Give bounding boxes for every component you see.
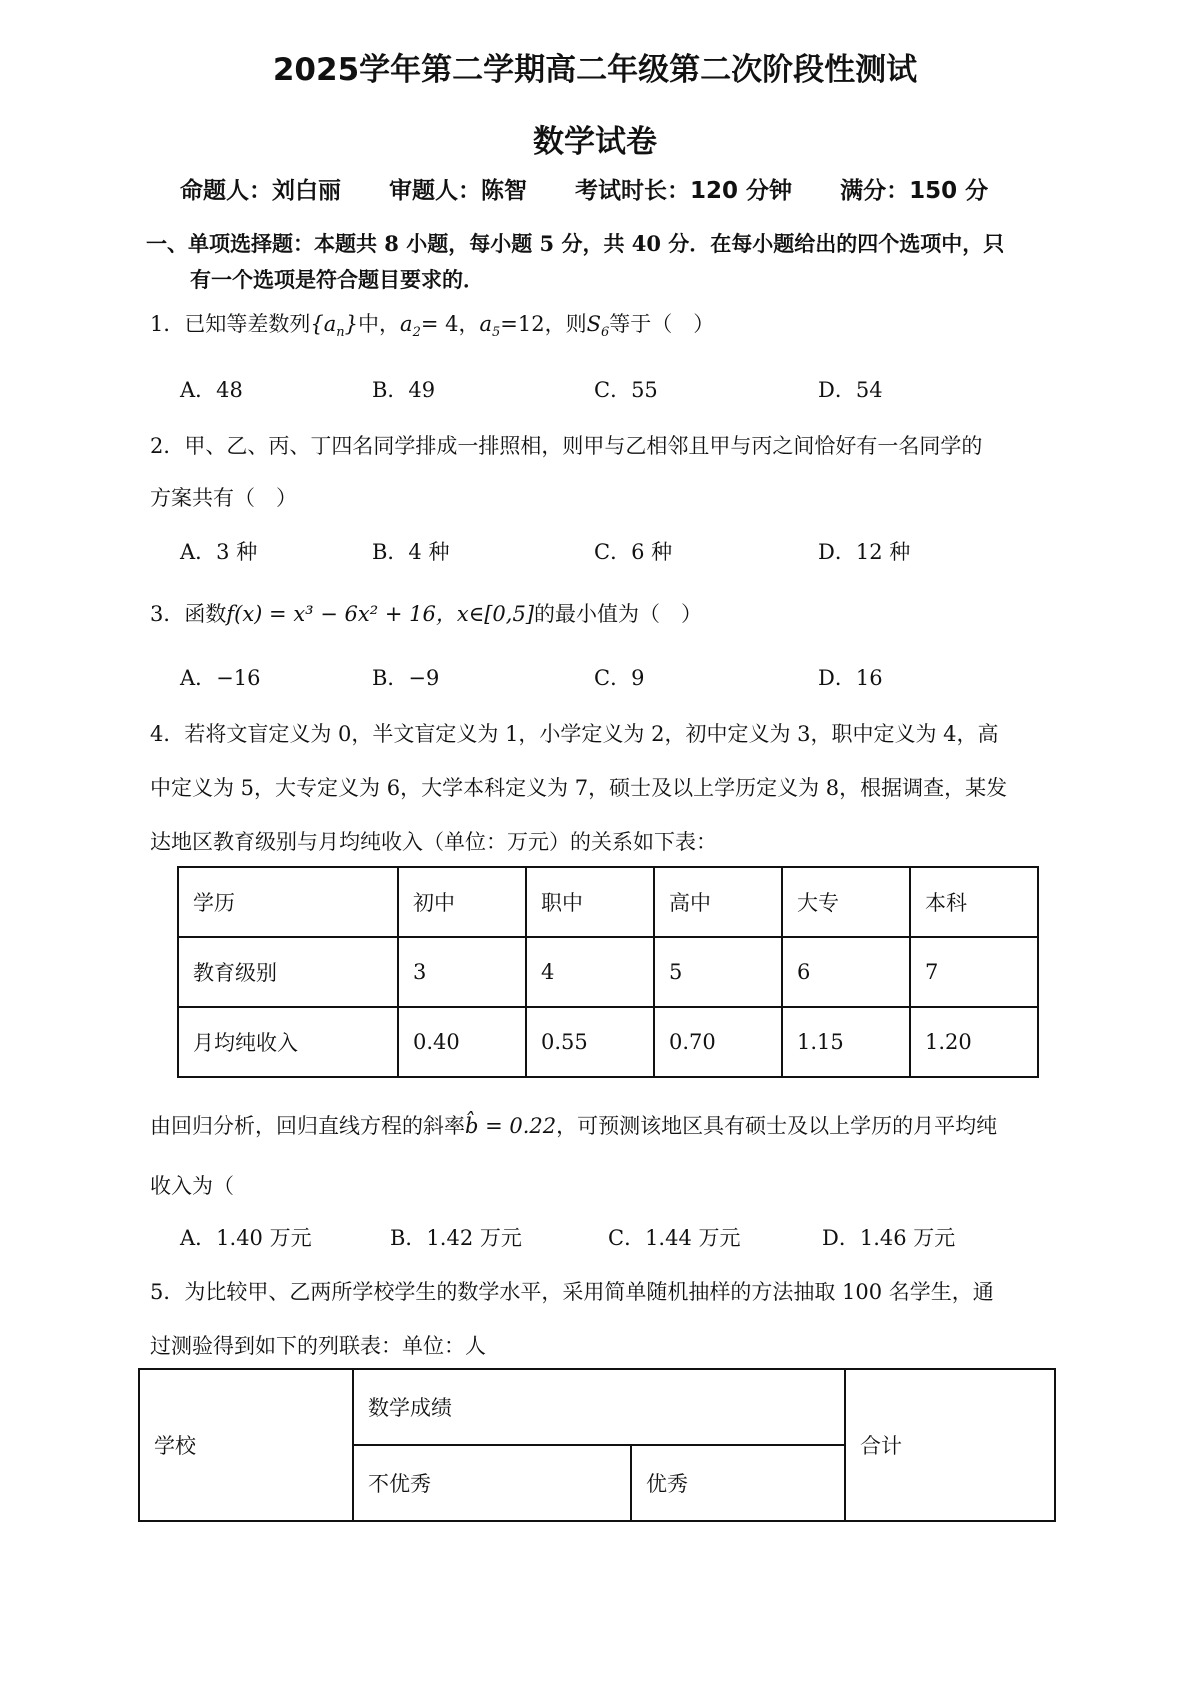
- table-cell: 学历: [178, 867, 398, 937]
- table-cell: 6: [782, 937, 910, 1007]
- exam-subtitle: 数学试卷: [533, 124, 657, 160]
- function-expression: f(x) = x³ − 6x² + 16: [226, 602, 436, 626]
- table-cell: 大专: [782, 867, 910, 937]
- q1-option-a: A．48: [180, 378, 243, 402]
- q4-option-b: B．1.42 万元: [390, 1226, 522, 1250]
- table-cell-not-excellent: 不优秀: [353, 1445, 631, 1521]
- q1-option-b: B．49: [372, 378, 436, 402]
- question-4-line-1: 4．若将文盲定义为 0，半文盲定义为 1，小学定义为 2，初中定义为 3，职中定义为 4，高: [150, 722, 999, 746]
- sequence-symbol: $\{a_n\}$: [310, 312, 359, 341]
- exam-meta: [180, 172, 1028, 205]
- q1-option-c: C．55: [594, 378, 658, 402]
- table-cell: 4: [526, 937, 654, 1007]
- section-heading: [146, 226, 1046, 298]
- table-cell: 7: [910, 937, 1038, 1007]
- question-5-line-2: 过测验得到如下的列联表：单位：人: [150, 1334, 486, 1358]
- table-cell: 初中: [398, 867, 526, 937]
- q4-option-d: D．1.46 万元: [822, 1226, 956, 1250]
- q3-option-b: B．−9: [372, 666, 440, 690]
- table-cell-excellent: 优秀: [631, 1445, 845, 1521]
- question-4-regression: 由回归分析，回归直线方程的斜率b̂ = 0.22，可预测该地区具有硕士及以上学历的月平均纯: [150, 1114, 998, 1138]
- table-cell-total: 合计: [845, 1369, 1055, 1521]
- table-row: [178, 867, 1038, 937]
- q2-option-c: C．6 种: [594, 540, 673, 564]
- q4-option-a: A．1.40 万元: [180, 1226, 312, 1250]
- table-cell: 0.70: [654, 1007, 782, 1077]
- table-row: [178, 937, 1038, 1007]
- q3-option-c: C．9: [594, 666, 645, 690]
- section-line-2: 有一个选项是符合题目要求的．: [190, 267, 484, 292]
- table-cell-school: 学校: [139, 1369, 353, 1521]
- question-4-tail: 收入为（: [150, 1174, 234, 1198]
- q3-option-a: A．−16: [180, 666, 261, 690]
- q2-option-d: D．12 种: [818, 540, 911, 564]
- exam-title: 2025学年第二学期高二年级第二次阶段性测试: [272, 52, 918, 88]
- question-2-line-1: 2．甲、乙、丙、丁四名同学排成一排照相，则甲与乙相邻且甲与丙之间恰好有一名同学的: [150, 434, 983, 458]
- table-cell: 本科: [910, 867, 1038, 937]
- q1-option-d: D．54: [818, 378, 883, 402]
- question-4-line-3: 达地区教育级别与月均纯收入（单位：万元）的关系如下表：: [150, 830, 717, 854]
- reviewer: 审题人：陈智: [389, 178, 528, 204]
- question-3: 3．函数f(x) = x³ − 6x² + 16，x∈[0,5]的最小值为（ ）: [150, 602, 702, 626]
- slope-expression: b̂ = 0.22: [465, 1114, 557, 1138]
- full-score: 满分：150 分: [840, 178, 989, 204]
- duration: 考试时长：120 分钟: [575, 178, 793, 204]
- contingency-table: [138, 1368, 1056, 1522]
- q3-option-d: D．16: [818, 666, 883, 690]
- table-row: [139, 1369, 1055, 1445]
- question-5-line-1: 5．为比较甲、乙两所学校学生的数学水平，采用简单随机抽样的方法抽取 100 名学生，通: [150, 1280, 994, 1304]
- table-cell: 职中: [526, 867, 654, 937]
- author: 命题人：刘白丽: [180, 178, 341, 204]
- table-cell: 1.20: [910, 1007, 1038, 1077]
- table-cell: 1.15: [782, 1007, 910, 1077]
- table-cell: 3: [398, 937, 526, 1007]
- table-row: [178, 1007, 1038, 1077]
- q2-option-b: B．4 种: [372, 540, 450, 564]
- question-2-line-2: 方案共有（ ）: [150, 486, 297, 510]
- table-cell: 高中: [654, 867, 782, 937]
- question-1: 1．已知等差数列$\{a_n\}$中，$a_2= 4$，$a_5=12$，则$S_6$等于（ ）: [150, 312, 715, 341]
- section-line-1: 一、单项选择题：本题共 8 小题，每小题 5 分，共 40 分．在每小题给出的四个选项中，只: [146, 231, 1005, 256]
- q2-option-a: A．3 种: [180, 540, 258, 564]
- question-4-line-2: 中定义为 5，大专定义为 6，大学本科定义为 7，硕士及以上学历定义为 8，根据调查，某发: [150, 776, 1008, 800]
- q4-option-c: C．1.44 万元: [608, 1226, 741, 1250]
- education-income-table: [177, 866, 1039, 1078]
- table-cell: 月均纯收入: [178, 1007, 398, 1077]
- table-cell: 0.40: [398, 1007, 526, 1077]
- table-cell-math-score: 数学成绩: [353, 1369, 845, 1445]
- table-cell: 5: [654, 937, 782, 1007]
- table-cell: 教育级别: [178, 937, 398, 1007]
- table-cell: 0.55: [526, 1007, 654, 1077]
